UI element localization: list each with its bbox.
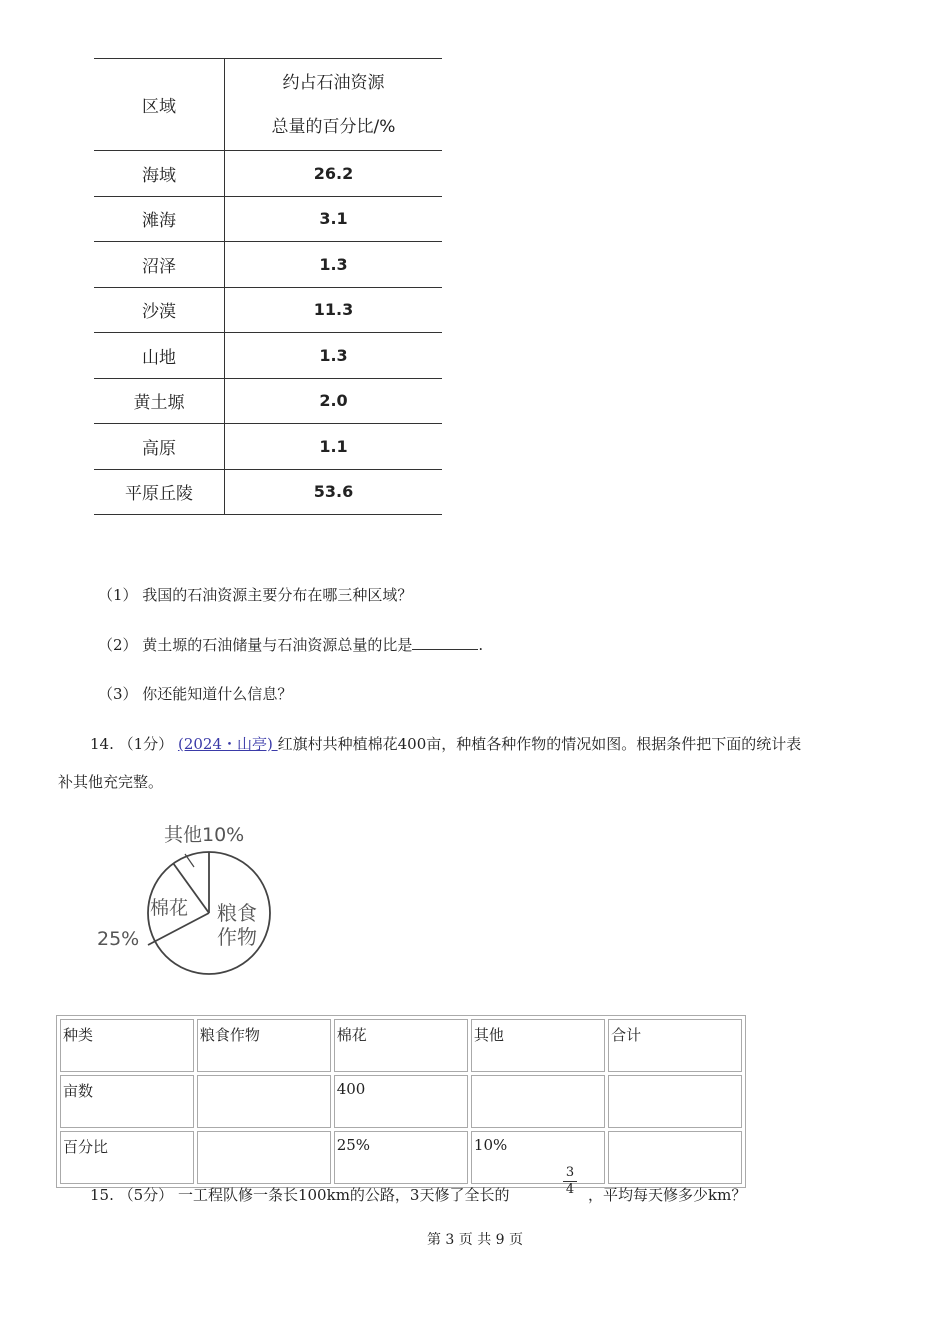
header-percent bbox=[225, 59, 443, 151]
region-cell: 滩海 bbox=[94, 196, 225, 242]
percent-cell: 3.1 bbox=[225, 196, 443, 242]
fraction bbox=[563, 1166, 577, 1197]
question-score: （5分） bbox=[118, 1186, 174, 1204]
question-text: 一工程队修一条长100km的公路，3天修了全长的 bbox=[177, 1186, 510, 1204]
table-cell: 10% bbox=[471, 1131, 605, 1184]
question-number: 15. bbox=[90, 1186, 114, 1204]
question-score: （1分） bbox=[118, 735, 174, 753]
region-cell: 海域 bbox=[94, 151, 225, 197]
percent-cell: 1.1 bbox=[225, 424, 443, 470]
table-cell: 百分比 bbox=[60, 1131, 194, 1184]
table-cell: 400 bbox=[334, 1075, 468, 1128]
table-cell[interactable] bbox=[197, 1075, 331, 1128]
pie-label-grain-1: 粮食 bbox=[217, 901, 257, 925]
region-cell: 沙漠 bbox=[94, 287, 225, 333]
fraction-numerator: 3 bbox=[565, 1165, 575, 1180]
question-text: 红旗村共种植棉花400亩，种植各种作物的情况如图。根据条件把下面的统计表 bbox=[277, 735, 802, 753]
pie-label-other: 其他10% bbox=[164, 824, 245, 846]
table-cell: 25% bbox=[334, 1131, 468, 1184]
sub-question-2 bbox=[98, 634, 483, 655]
source-link[interactable]: (2024・山亭) bbox=[177, 735, 278, 753]
question-15-end: ，平均每天修多少km？ bbox=[588, 1186, 747, 1204]
fraction-denominator: 4 bbox=[565, 1182, 575, 1197]
pie-label-grain-2: 作物 bbox=[217, 925, 257, 949]
header-percent-line2: 总量的百分比/% bbox=[271, 116, 396, 137]
table-row bbox=[60, 1131, 742, 1184]
question-14 bbox=[90, 733, 801, 754]
table-row bbox=[94, 196, 442, 242]
percent-cell: 11.3 bbox=[225, 287, 443, 333]
page-footer: 第 3 页 共 9 页 bbox=[426, 1232, 524, 1248]
table-cell: 粮食作物 bbox=[197, 1019, 331, 1072]
pie-label-cotton-percent: 25% bbox=[97, 928, 140, 950]
table-row bbox=[94, 242, 442, 288]
table-cell[interactable] bbox=[608, 1131, 742, 1184]
table-cell[interactable] bbox=[471, 1075, 605, 1128]
region-cell: 平原丘陵 bbox=[94, 469, 225, 515]
table-cell: 棉花 bbox=[334, 1019, 468, 1072]
table-row bbox=[94, 287, 442, 333]
header-region: 区域 bbox=[94, 59, 225, 151]
table-row bbox=[60, 1019, 742, 1072]
sub-question-3: （3） 你还能知道什么信息？ bbox=[98, 685, 293, 703]
table-row bbox=[94, 333, 442, 379]
question-number: 14. bbox=[90, 735, 114, 753]
table-header-row bbox=[94, 59, 442, 151]
region-cell: 黄土塬 bbox=[94, 378, 225, 424]
percent-cell: 26.2 bbox=[225, 151, 443, 197]
table-row bbox=[94, 378, 442, 424]
sub-question-1: （1） 我国的石油资源主要分布在哪三种区域？ bbox=[98, 586, 413, 604]
table-row bbox=[94, 469, 442, 515]
table-cell: 合计 bbox=[608, 1019, 742, 1072]
region-cell: 沼泽 bbox=[94, 242, 225, 288]
crop-statistics-table bbox=[56, 1015, 746, 1188]
percent-cell: 1.3 bbox=[225, 242, 443, 288]
question-14-line2: 补其他充完整。 bbox=[58, 773, 164, 791]
table-row bbox=[94, 424, 442, 470]
percent-cell: 53.6 bbox=[225, 469, 443, 515]
region-cell: 高原 bbox=[94, 424, 225, 470]
pie-label-cotton: 棉花 bbox=[150, 897, 189, 919]
table-row bbox=[94, 151, 442, 197]
table-cell[interactable] bbox=[608, 1075, 742, 1128]
table-cell[interactable] bbox=[197, 1131, 331, 1184]
sub-question-2-text: （2） 黄土塬的石油储量与石油资源总量的比是 bbox=[98, 636, 413, 654]
crop-pie-chart bbox=[90, 815, 290, 985]
answer-blank[interactable] bbox=[412, 635, 478, 650]
table-row bbox=[60, 1075, 742, 1128]
question-15 bbox=[90, 1184, 509, 1205]
table-cell: 亩数 bbox=[60, 1075, 194, 1128]
percent-cell: 2.0 bbox=[225, 378, 443, 424]
oil-resource-table bbox=[94, 58, 442, 515]
sub-question-2-end: . bbox=[478, 636, 484, 654]
percent-cell: 1.3 bbox=[225, 333, 443, 379]
table-cell: 其他 bbox=[471, 1019, 605, 1072]
header-percent-line1: 约占石油资源 bbox=[282, 72, 385, 93]
table-cell: 种类 bbox=[60, 1019, 194, 1072]
region-cell: 山地 bbox=[94, 333, 225, 379]
